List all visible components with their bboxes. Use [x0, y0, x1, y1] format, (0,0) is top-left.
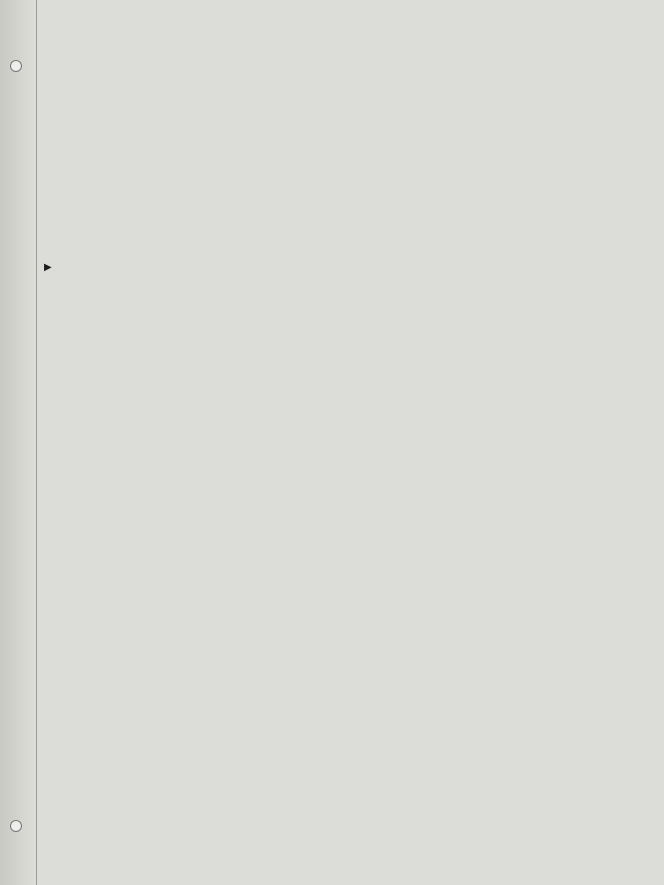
binding-margin: [0, 0, 37, 885]
exam-page: [52, 30, 648, 875]
binding-hole: [10, 820, 22, 832]
binding-hole: [10, 60, 22, 72]
mouse-cursor-icon: ▶: [44, 262, 52, 273]
